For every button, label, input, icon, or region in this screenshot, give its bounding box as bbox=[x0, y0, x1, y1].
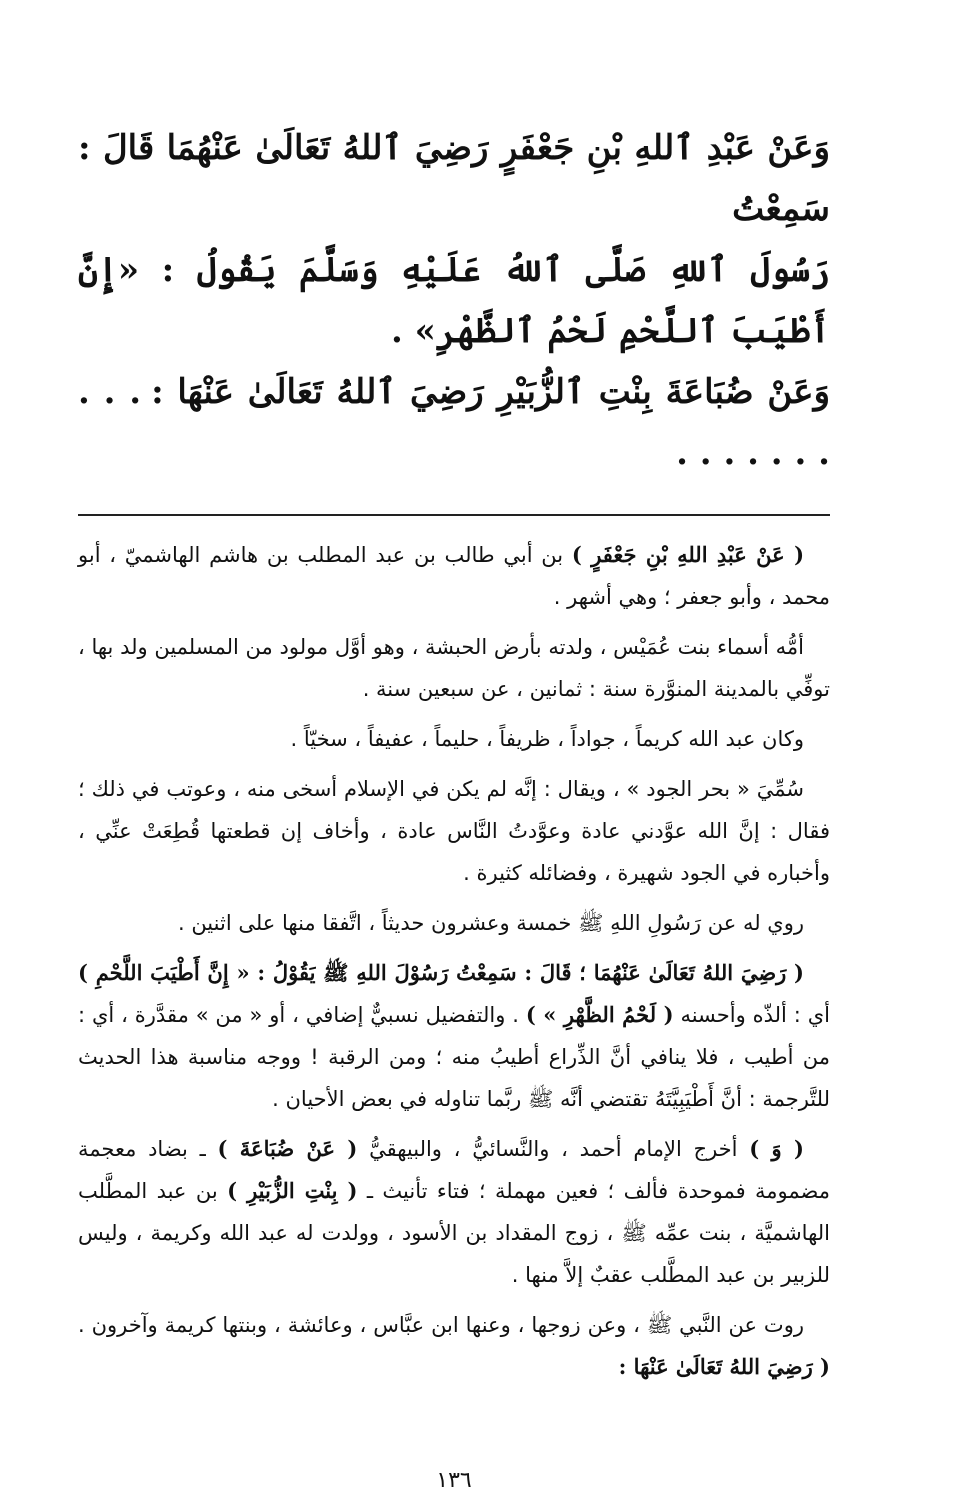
commentary-text: أي : ألذّه وأحسنه bbox=[673, 1003, 830, 1027]
commentary-text: بن أبي طالب بن عبد المطلب بن هاشم الهاشميّ ، أبو محمد ، وأبو جعفر ؛ وهي أشهر . bbox=[78, 543, 830, 609]
hadith-line-text: وَعَنْ ضُبَاعَةَ بِنْتِ ٱلزُّبَيْرِ رَضِيَ ٱللهُ تَعَالَىٰ عَنْهَا : bbox=[151, 372, 830, 412]
commentary-paragraph: سُمِّيَ « بحر الجود » ، ويقال : إنَّه لم يكن في الإسلام أسخى منه ، وعوتب في ذلك ؛ فقال : إنَّ الله عوَّدني عادة وعوَّدتُ النَّاس عادة ، وأخاف إن قطعتها قُطِعَتْ عنِّي ، وأخباره في الجود شهيرة ، وفضائله كثيرة . bbox=[78, 777, 830, 885]
commentary-paragraph bbox=[78, 1304, 830, 1388]
commentary-paragraph bbox=[78, 952, 830, 1120]
quoted-text: ( عَنْ عَبْدِ اللهِ بْنِ جَعْفَرٍ ) bbox=[571, 542, 805, 567]
quoted-text: ( لَحْمُ الظَّهْرِ » ) bbox=[525, 1002, 674, 1027]
hadith-text bbox=[78, 118, 830, 484]
commentary-paragraph: وكان عبد الله كريماً ، جواداً ، ظريفاً ، حليماً ، عفيفاً ، سخيّاً . bbox=[290, 727, 804, 751]
hadith-line bbox=[78, 362, 830, 484]
quoted-text: ( بِنْتِ الزُّبَيْرِ ) bbox=[227, 1178, 358, 1203]
book-page bbox=[78, 118, 830, 1493]
quoted-text: ( وَ ) bbox=[749, 1136, 804, 1161]
commentary bbox=[78, 534, 830, 1388]
commentary-text: أخرج الإمام أحمد ، والنَّسائيُّ ، والبيهقيُّ bbox=[357, 1137, 750, 1161]
commentary-paragraph bbox=[78, 1128, 830, 1296]
hadith-line: وَعَنْ عَبْدِ ٱللهِ بْنِ جَعْفَرٍ رَضِيَ ٱللهُ تَعَالَىٰ عَنْهُمَا قَالَ : سَمِعْتُ bbox=[78, 128, 830, 229]
separator-rule bbox=[78, 514, 830, 516]
quoted-text: ( رَضِيَ اللهُ تَعَالَىٰ عَنْهُمَا ؛ قَالَ : سَمِعْتُ رَسُوْلَ اللهِ ﷺ يَقُوْلُ : « إِنَّ أَطْيَبَ اللَّحْمِ ) bbox=[78, 960, 804, 985]
ellipsis-dots: . . . . . . . . . . bbox=[78, 372, 830, 473]
commentary-paragraph: روي له عن رَسُولِ اللهِ ﷺ خمسة وعشرون حديثاً ، اتَّفقا منها على اثنين . bbox=[177, 911, 804, 935]
commentary-text: ـ بضاد معجمة مضمومة فموحدة فألف ؛ فعين مهملة ؛ فتاء تأنيث ـ bbox=[78, 1137, 830, 1203]
hadith-line: رَسُولَ ٱللهِ صَلَّى ٱللهُ عَلَيْهِ وَسَلَّمَ يَقُولُ : «إِنَّ أَطْيَبَ ٱللَّحْمِ لَحْمُ ٱلظَّهْرِ» . bbox=[78, 250, 830, 351]
commentary-paragraph: أمُّه أسماء بنت عُمَيْس ، ولدته بأرض الحبشة ، وهو أوَّل مولود من المسلمين ولد بها ، توفِّي بالمدينة المنوَّرة سنة : ثمانين ، عن سبعين سنة . bbox=[78, 635, 830, 701]
commentary-paragraph bbox=[78, 534, 830, 618]
commentary-text: روت عن النَّبي ﷺ ، وعن زوجها ، وعنها ابن عبَّاس ، وعائشة ، وبنتها كريمة وآخرون . bbox=[78, 1313, 804, 1337]
quoted-text: ( عَنْ ضُبَاعَةَ ) bbox=[217, 1136, 358, 1161]
commentary-text: بن عبد المطَّلب الهاشميَّة ، بنت عمِّه ﷺ ، زوج المقداد بن الأسود ، وولدت له عبد الله وكريمة ، وليس للزبير بن عبد المطَّلب عقبٌ إلاَّ منها . bbox=[78, 1179, 830, 1287]
page-number: ١٣٦ bbox=[436, 1468, 472, 1493]
quoted-text: ( رَضِيَ اللهُ تَعَالَىٰ عَنْهَا : bbox=[618, 1354, 830, 1379]
commentary-text: . والتفضيل نسبيٌّ إضافي ، أو « من » مقدَّرة ، أي : من أطيب ، فلا ينافي أنَّ الذِّراع أطيبُ منه ؛ ومن الرقبة ! ووجه مناسبة هذا الحديث للتَّرجمة : أنَّ أَطْيَبِيَّتَهُ تقتضي أنَّه ﷺ ربَّما تناوله في بعض الأحيان . bbox=[78, 1003, 830, 1111]
